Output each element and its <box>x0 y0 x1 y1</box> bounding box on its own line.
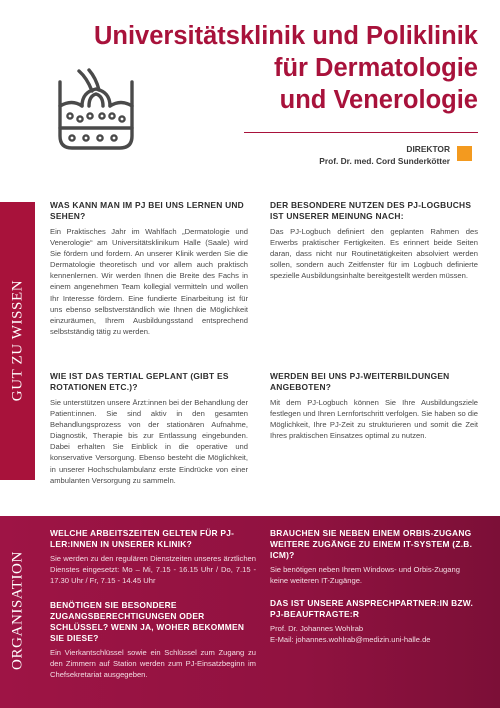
faq-text: Das PJ-Logbuch definiert den geplanten Rahmen des Erwerbs praktischer Fertigkeiten. Es erinnert beide Seiten daran, dass nicht nur Routinetätigkeiten absolviert werden sollen, sondern auch Zeitfenster für im Logbuch definierte spezielle Ausbildungsinhalte bereitgestellt werden müssen. <box>270 227 478 281</box>
faq-logbuch <box>270 200 478 281</box>
contact-email[interactable]: E-Mail: johannes.wohlrab@medizin.uni-halle.de <box>270 635 431 645</box>
faq-it-zugaenge <box>270 528 478 586</box>
faq-heading: DAS IST UNSERE ANSPRECHPARTNER:IN BZW. PJ-BEAUFTRAGTE:R <box>270 598 474 619</box>
faq-heading: WELCHE ARBEITSZEITEN GELTEN FÜR PJ-LER:INNEN IN UNSERER KLINIK? <box>50 528 235 549</box>
title-line-2: für Dermatologie <box>273 54 478 82</box>
faq-heading: BENÖTIGEN SIE BESONDERE ZUGANGSBERECHTIGUNGEN ODER SCHLÜSSEL? WENN JA, WOHER BEKOMMEN SIE DIESE? <box>50 600 245 643</box>
organisation-band <box>0 516 500 708</box>
director-name: Prof. Dr. med. Cord Sunderkötter <box>319 156 450 166</box>
faq-text: Ein Vierkantschlüssel sowie ein Schlüssel zum Zugang zu den Zimmern auf Station werden zum PJ-Einsatzbeginn im Chefsekretariat ausgegeben. <box>50 648 256 680</box>
faq-text: Sie werden zu den regulären Dienstzeiten unseres ärztlichen Dienstes eingesetzt: Mo – Mi, 7.15 - 16.15 Uhr / Do, 7.15 - 17.30 Uhr / Fr, 7.15 - 14.45 Uhr <box>50 554 256 586</box>
faq-lernen <box>50 200 248 337</box>
faq-weiterbildungen <box>270 371 478 441</box>
orange-square <box>457 146 472 161</box>
director-label: DIREKTOR <box>406 144 450 154</box>
faq-text: Sie unterstützen unsere Ärzt:innen bei der Behandlung der Patient:innen. Sie sind aktiv in den gesamten Behandlungsprozess von der stationären Aufnahme, Diagnostik, Therapie bis zur Entlassung eingebunden. Dabei erhalten Sie Einblick in die operative und konservative Versorgung. Ebenso besteht die Möglichkeit, in unserer Hochschulambulanz erste Eindrücke von einer ambulanten Versorgung zu sammeln. <box>50 398 248 485</box>
faq-text: Sie benötigen neben Ihrem Windows- und Orbis-Zugang keine weiteren IT-Zugänge. <box>270 565 460 586</box>
faq-text: Mit dem PJ-Logbuch können Sie Ihre Ausbildungsziele festlegen und Ihren Lernfortschritt verfolgen. Sie haben so die Möglichkeit, Ihre PJ-Zeit zu strukturieren und somit die Zeit Ihres praktischen Einsatzes optimal zu nutzen. <box>270 398 478 441</box>
faq-heading: WERDEN BEI UNS PJ-WEITERBILDUNGEN ANGEBOTEN? <box>270 371 450 392</box>
title-underline <box>244 132 478 133</box>
side-bar-gut-zu-wissen <box>0 202 35 480</box>
director-block <box>319 143 450 167</box>
faq-zugangsberechtigungen <box>50 600 256 680</box>
section-label-organisation: ORGANISATION <box>9 551 26 670</box>
title-line-1: Universitätsklinik und Poliklinik <box>93 22 478 50</box>
section-label-gut-zu-wissen: GUT ZU WISSEN <box>9 279 26 402</box>
faq-heading: BRAUCHEN SIE NEBEN EINEM ORBIS-ZUGANG WEITERE ZUGÄNGE ZU EINEM IT-SYSTEM (Z.B. ICM)? <box>270 528 473 560</box>
faq-arbeitszeiten <box>50 528 256 586</box>
contact-name: Prof. Dr. Johannes Wohlrab <box>270 624 364 633</box>
faq-tertial <box>50 371 248 486</box>
title-line-3: und Venerologie <box>279 86 478 114</box>
skin-layers-icon <box>52 68 140 156</box>
faq-heading: DER BESONDERE NUTZEN DES PJ-LOGBUCHS IST UNSERER MEINUNG NACH: <box>270 200 472 221</box>
faq-text: Ein Praktisches Jahr im Wahlfach „Dermatologie und Venerologie“ am Universitätsklinikum Halle (Saale) wird Sie fördern und fordern. An unserer Klinik werden Sie die Dermatologie theoretisch und vor allem auch praktisch kennenlernen. Wir werden Ihnen die Breite des Fachs in einem angenehmen Team kollegial vermitteln und wollen Ihr Interesse fördern. Eine fundierte Einarbeitung ist für uns ebenso selbstverständlich wie Ihnen die Möglichkeit einzuräumen, Ihrem Ausbildungsstand entsprechend selbstständig tätig zu werden. <box>50 227 248 336</box>
faq-ansprechpartner <box>270 598 478 645</box>
faq-heading: WIE IST DAS TERTIAL GEPLANT (GIBT ES ROTATIONEN ETC.)? <box>50 371 229 392</box>
faq-heading: WAS KANN MAN IM PJ BEI UNS LERNEN UND SEHEN? <box>50 200 244 221</box>
